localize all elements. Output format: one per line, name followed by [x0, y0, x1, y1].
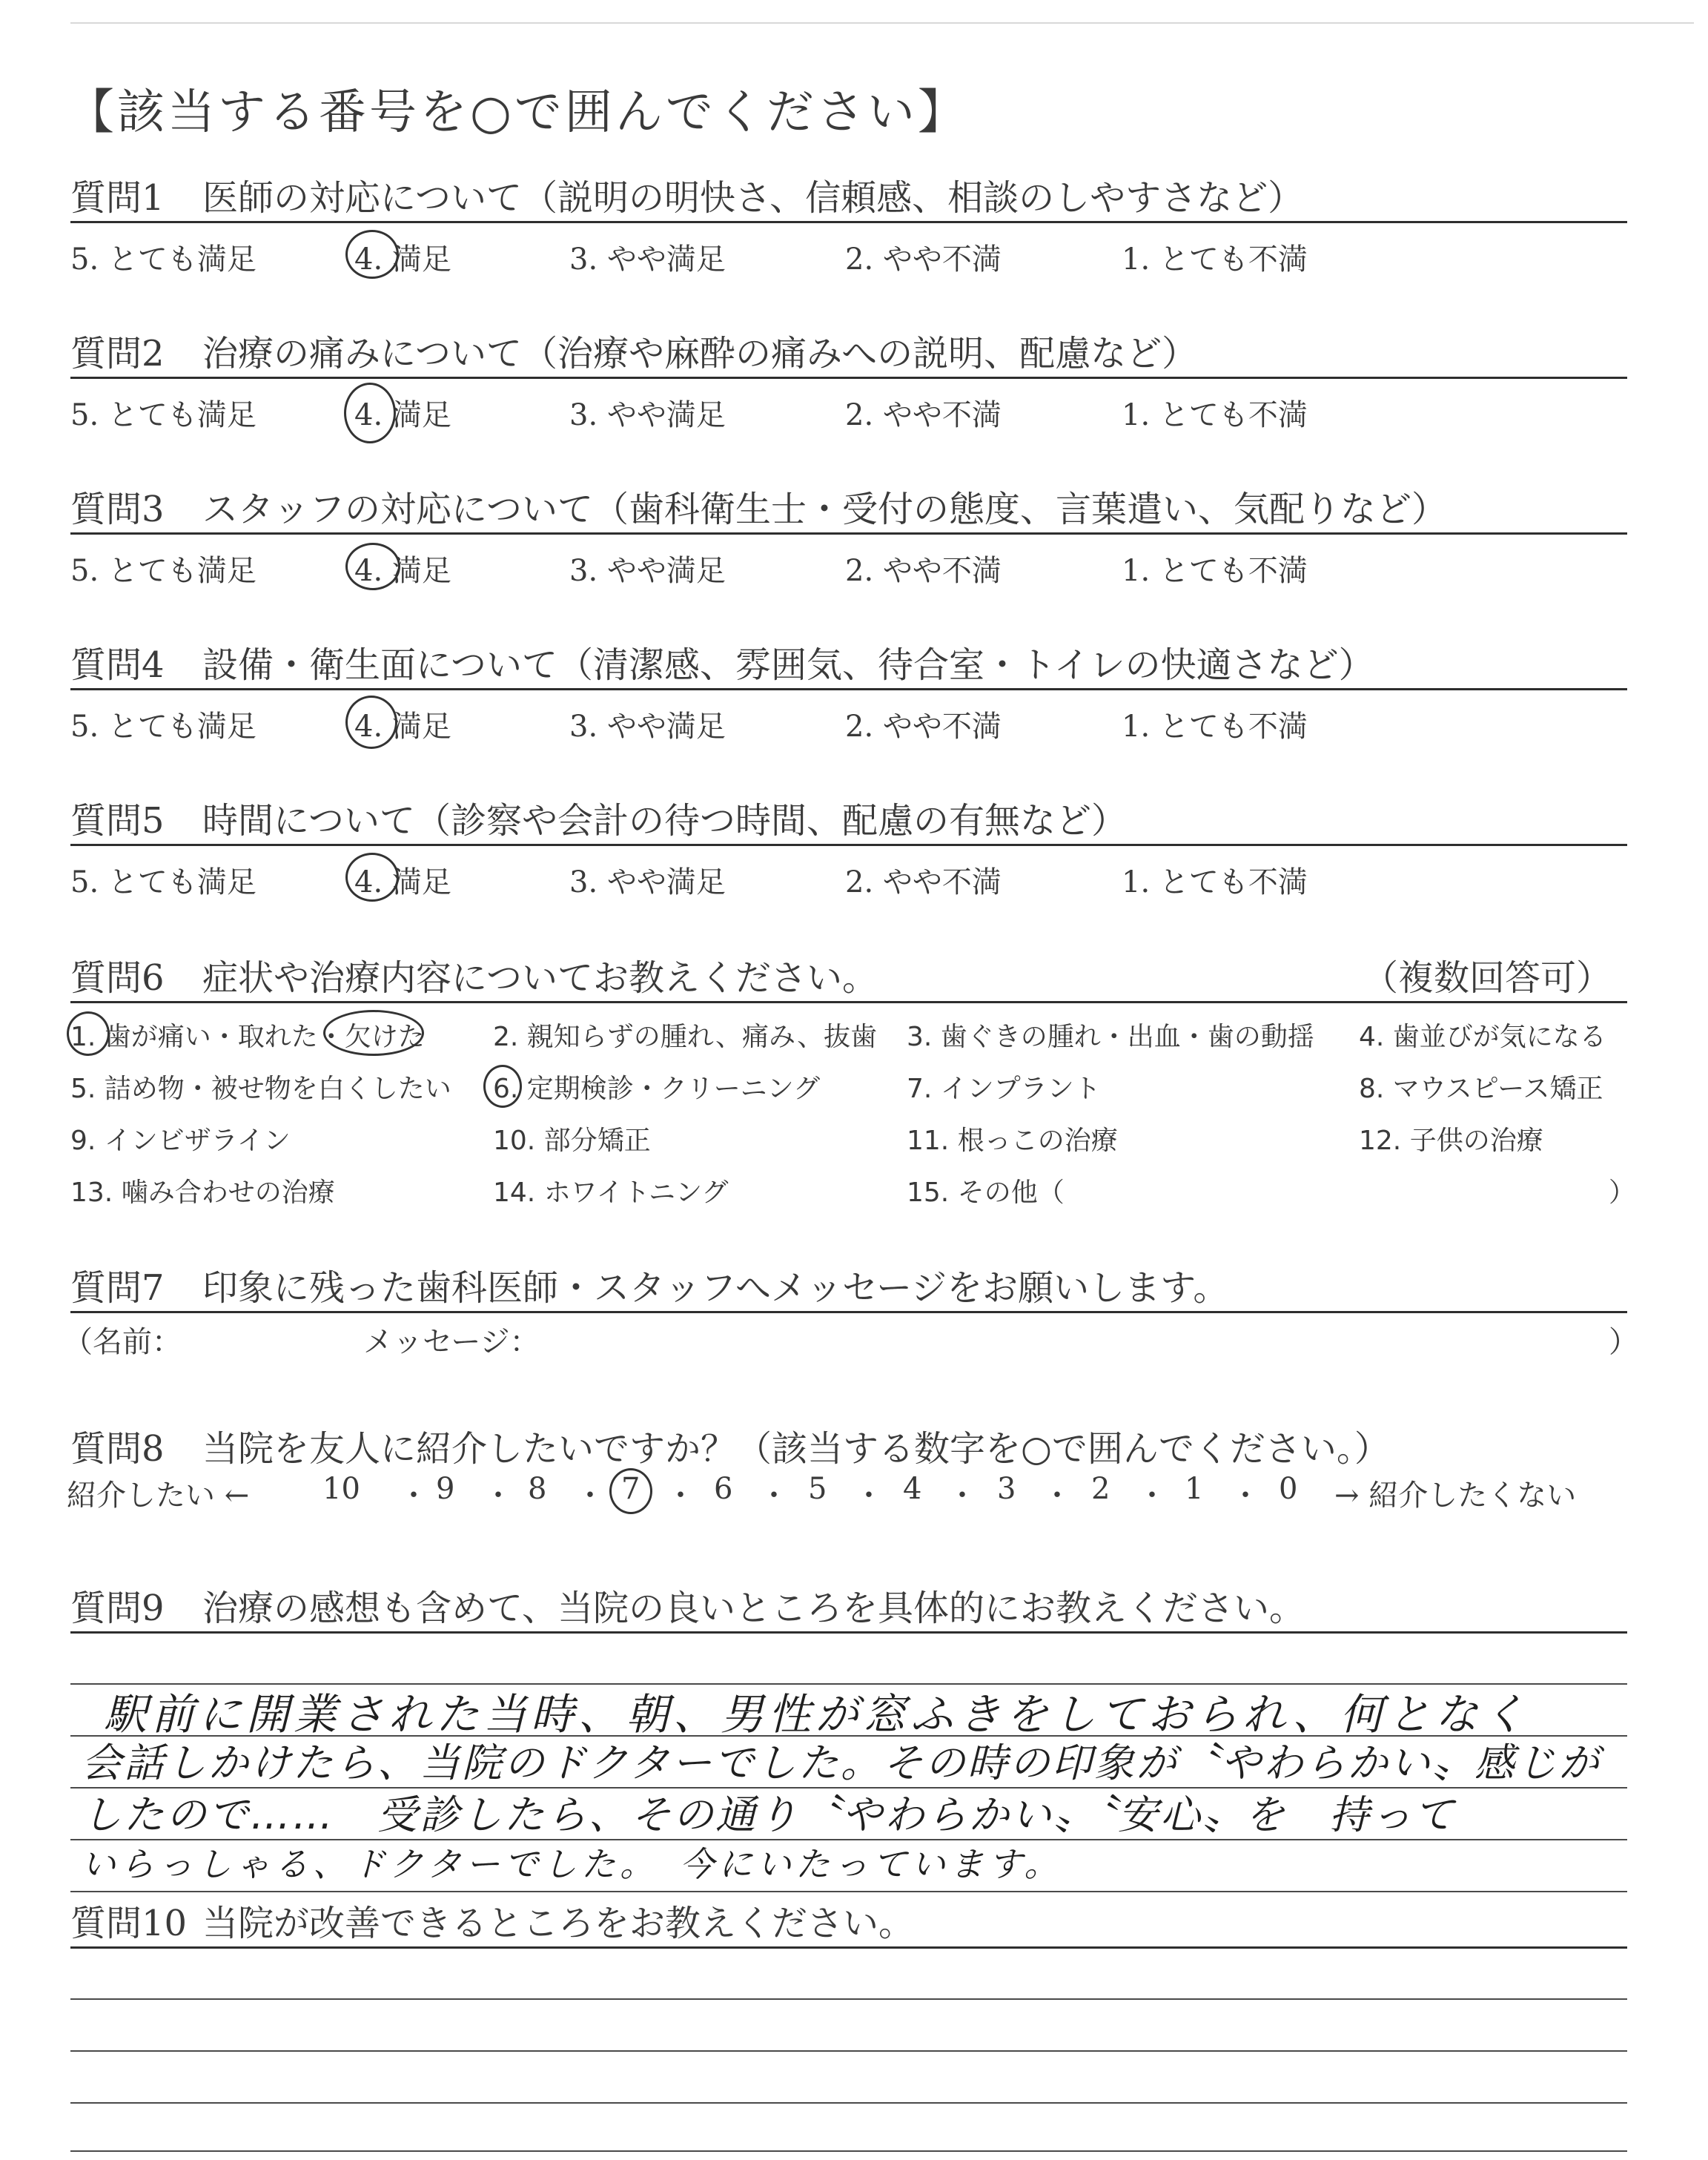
q8-selection-circle	[609, 1468, 652, 1514]
q5-option-3[interactable]: 3. やや満足	[569, 865, 726, 899]
scale-dot: ・	[483, 1479, 513, 1513]
q6-option-6[interactable]: 6. 定期検診・クリーニング	[493, 1074, 821, 1104]
q6-option-1-circle	[67, 1011, 110, 1056]
question-5-heading	[70, 792, 1127, 843]
question-4-heading	[70, 636, 1374, 687]
q4-option-2[interactable]: 2. やや不満	[845, 710, 1002, 744]
scale-4[interactable]: 4	[903, 1472, 922, 1506]
question-9-heading	[70, 1579, 1305, 1631]
question-text: 治療の痛みについて（治療や麻酔の痛みへの説明、配慮など）	[202, 333, 1198, 374]
scale-dot: ・	[575, 1479, 605, 1513]
scale-7[interactable]: 7	[621, 1472, 640, 1506]
q2-option-3[interactable]: 3. やや満足	[569, 398, 726, 432]
q6-option-7[interactable]: 7. インプラント	[907, 1074, 1101, 1104]
message-close: ）	[1609, 1325, 1638, 1359]
question-rule	[70, 532, 1627, 535]
q1-option-2[interactable]: 2. やや不満	[845, 242, 1002, 277]
message-label: メッセージ：	[363, 1325, 540, 1359]
question-number: 質問9	[70, 1588, 165, 1629]
q6-option-15[interactable]: 15. その他（	[907, 1178, 1065, 1208]
writing-line	[70, 1891, 1627, 1892]
q6-option-1-detail-circle	[323, 1010, 424, 1056]
q2-option-2[interactable]: 2. やや不満	[845, 398, 1002, 432]
scale-1[interactable]: 1	[1185, 1472, 1204, 1506]
q4-option-1[interactable]: 1. とても不満	[1122, 710, 1308, 744]
scale-dot: ・	[759, 1479, 789, 1513]
q4-option-4[interactable]: 4. 満足	[354, 710, 451, 744]
question-rule	[70, 221, 1627, 223]
q6-option-3[interactable]: 3. 歯ぐきの腫れ・出血・歯の動揺	[907, 1022, 1314, 1052]
question-rule	[70, 1631, 1627, 1634]
question-rule	[70, 1001, 1627, 1003]
writing-line	[70, 1998, 1627, 2000]
question-text: 当院を友人に紹介したいですか？（該当する数字を○で囲んでください。）	[202, 1428, 1390, 1470]
q6-option-15-close: ）	[1609, 1178, 1636, 1208]
q1-option-4[interactable]: 4. 満足	[354, 242, 451, 277]
question-text: 設備・衛生面について（清潔感、雰囲気、待合室・トイレの快適さなど）	[202, 644, 1374, 686]
q6-option-14[interactable]: 14. ホワイトニング	[493, 1178, 729, 1208]
question-3-heading	[70, 480, 1447, 532]
q1-selection-circle	[345, 230, 399, 279]
question-text: 症状や治療内容についてお教えください。	[202, 957, 878, 999]
scale-dot: ・	[399, 1479, 428, 1513]
q5-option-2[interactable]: 2. やや不満	[845, 865, 1002, 899]
name-label: （名前：	[63, 1325, 182, 1359]
question-number: 質問4	[70, 644, 165, 686]
question-rule	[70, 688, 1627, 690]
page-top-rule	[70, 22, 1694, 24]
q2-option-1[interactable]: 1. とても不満	[1122, 398, 1308, 432]
question-rule	[70, 377, 1627, 379]
multiple-answer-note: （複数回答可）	[1363, 957, 1612, 999]
q6-option-6-circle	[483, 1065, 522, 1108]
q5-selection-circle	[345, 853, 399, 902]
q4-option-3[interactable]: 3. やや満足	[569, 710, 726, 744]
q1-option-3[interactable]: 3. やや満足	[569, 242, 726, 277]
q6-option-1[interactable]: 1. 歯が痛い・取れた・欠けた	[70, 1022, 425, 1052]
question-text: 印象に残った歯科医師・スタッフへメッセージをお願いします。	[202, 1267, 1229, 1309]
scale-5[interactable]: 5	[808, 1472, 827, 1506]
q3-option-2[interactable]: 2. やや不満	[845, 554, 1002, 588]
question-text: 時間について（診察や会計の待つ時間、配慮の有無など）	[202, 800, 1128, 842]
question-rule	[70, 1946, 1627, 1949]
q2-option-4[interactable]: 4. 満足	[354, 398, 451, 432]
scale-dot: ・	[854, 1479, 884, 1513]
q6-option-5[interactable]: 5. 詰め物・被せ物を白くしたい	[70, 1074, 451, 1104]
q6-option-10[interactable]: 10. 部分矯正	[493, 1126, 651, 1156]
q3-option-1[interactable]: 1. とても不満	[1122, 554, 1308, 588]
q3-selection-circle	[345, 543, 400, 590]
q5-option-1[interactable]: 1. とても不満	[1122, 865, 1308, 899]
scale-dot: ・	[1231, 1479, 1260, 1513]
writing-line	[70, 2102, 1627, 2104]
recommend-left-label: 紹介したい ←	[67, 1479, 250, 1513]
scale-dot: ・	[666, 1479, 695, 1513]
scale-8[interactable]: 8	[528, 1472, 547, 1506]
question-text: 医師の対応について（説明の明快さ、信頼感、相談のしやすさなど）	[202, 177, 1304, 219]
writing-line	[70, 2050, 1627, 2052]
q6-option-12[interactable]: 12. 子供の治療	[1359, 1126, 1543, 1156]
q1-option-5[interactable]: 5. とても満足	[70, 242, 256, 277]
scale-2[interactable]: 2	[1091, 1472, 1110, 1506]
scale-0[interactable]: 0	[1279, 1472, 1298, 1506]
scale-3[interactable]: 3	[997, 1472, 1016, 1506]
q2-selection-circle	[344, 383, 396, 443]
question-rule	[70, 1311, 1627, 1313]
q6-option-2[interactable]: 2. 親知らずの腫れ、痛み、抜歯	[493, 1022, 878, 1052]
question-1-heading	[70, 169, 1303, 220]
q3-option-5[interactable]: 5. とても満足	[70, 554, 256, 588]
q4-selection-circle	[345, 696, 397, 749]
q4-option-5[interactable]: 5. とても満足	[70, 710, 256, 744]
page-title: 【該当する番号を○で囲んでください】	[67, 85, 968, 140]
handwritten-answer-line[interactable]: 会話しかけたら、当院のドクターでした。その時の印象が〝やわらかい〟感じが	[82, 1740, 1601, 1786]
question-text: スタッフの対応について（歯科衛生士・受付の態度、言葉遣い、気配りなど）	[202, 489, 1448, 530]
handwritten-answer-line[interactable]: 駅前に開業された当時、朝、男性が窓ふきをしておられ、何となく	[104, 1689, 1530, 1740]
question-number: 質問2	[70, 333, 165, 374]
recommend-right-label: → 紹介したくない	[1334, 1479, 1577, 1513]
q6-option-8[interactable]: 8. マウスピース矯正	[1359, 1074, 1603, 1104]
question-text: 当院が改善できるところをお教えください。	[202, 1903, 915, 1944]
question-2-heading	[70, 325, 1197, 376]
scale-6[interactable]: 6	[714, 1472, 733, 1506]
question-number: 質問5	[70, 800, 165, 842]
scale-dot: ・	[1137, 1479, 1167, 1513]
question-number: 質問8	[70, 1428, 165, 1470]
question-number: 質問10	[70, 1903, 188, 1944]
handwritten-answer-line[interactable]: したので…… 受診したら、その通り〝やわらかい〟〝安心〟を 持って	[82, 1791, 1456, 1838]
q3-option-3[interactable]: 3. やや満足	[569, 554, 726, 588]
scale-dot: ・	[947, 1479, 977, 1513]
question-number: 質問7	[70, 1267, 165, 1309]
question-number: 質問1	[70, 177, 165, 219]
question-6-heading	[70, 949, 878, 1000]
q1-option-1[interactable]: 1. とても不満	[1122, 242, 1308, 277]
scale-10[interactable]: 10	[322, 1472, 360, 1506]
handwritten-answer-line[interactable]: いらっしゃる、ドクターでした。 今にいたっています。	[82, 1844, 1063, 1884]
scale-dot: ・	[1042, 1479, 1072, 1513]
question-10-heading	[70, 1895, 914, 1946]
writing-line	[70, 2150, 1627, 2152]
question-rule	[70, 844, 1627, 846]
q2-option-5[interactable]: 5. とても満足	[70, 398, 256, 432]
question-number: 質問3	[70, 489, 165, 530]
question-text: 治療の感想も含めて、当院の良いところを具体的にお教えください。	[202, 1588, 1305, 1629]
q6-option-9[interactable]: 9. インビザライン	[70, 1126, 291, 1156]
q5-option-4[interactable]: 4. 満足	[354, 865, 451, 899]
q6-option-11[interactable]: 11. 根っこの治療	[907, 1126, 1118, 1156]
scale-9[interactable]: 9	[436, 1472, 455, 1506]
question-number: 質問6	[70, 957, 165, 999]
question-7-heading	[70, 1259, 1228, 1310]
q6-option-13[interactable]: 13. 噛み合わせの治療	[70, 1178, 335, 1208]
question-8-heading	[70, 1420, 1390, 1471]
q3-option-4[interactable]: 4. 満足	[354, 554, 451, 588]
q5-option-5[interactable]: 5. とても満足	[70, 865, 256, 899]
q6-option-4[interactable]: 4. 歯並びが気になる	[1359, 1022, 1606, 1052]
